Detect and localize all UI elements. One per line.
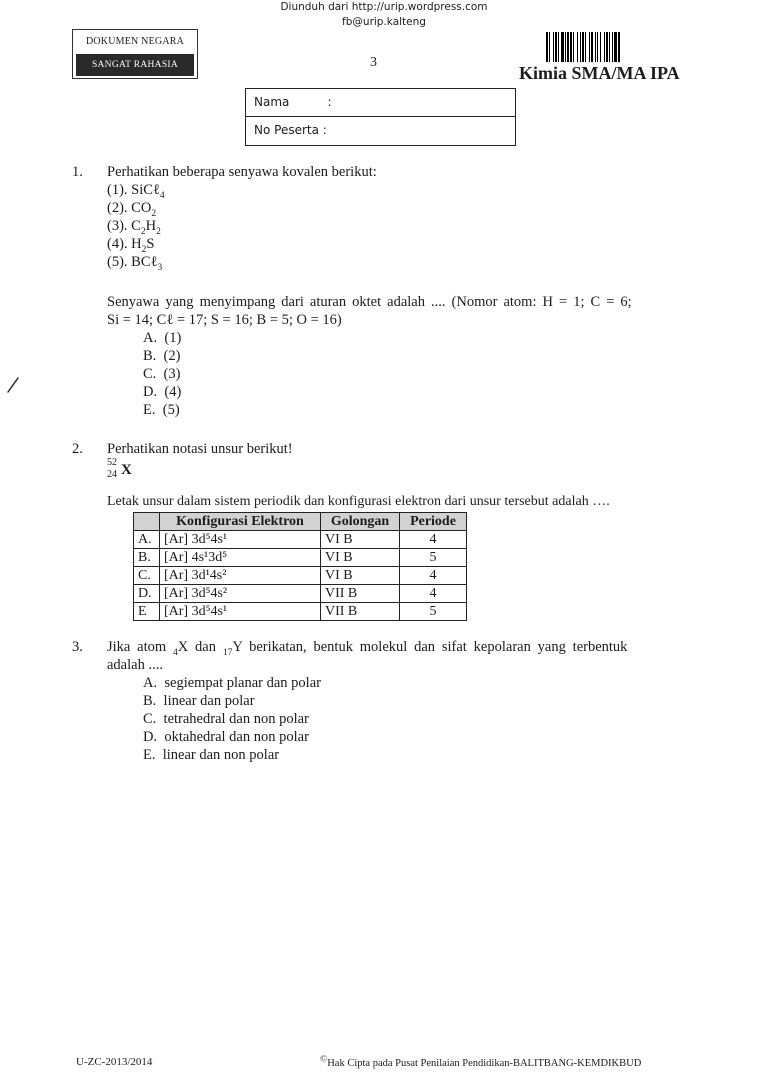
- pen-mark-icon: [6, 376, 20, 394]
- table-row[interactable]: [134, 603, 467, 621]
- classification-top: DOKUMEN NEGARA: [85, 36, 185, 47]
- q3-question-line-2: adalah ....: [107, 657, 163, 673]
- footer-copyright: ©Hak Cipta pada Pusat Penilaian Pendidikan-BALITBANG-KEMDIKBUD: [320, 1054, 642, 1069]
- watermark-line-2: fb@urip.kalteng: [342, 16, 426, 28]
- copyright-icon: ©: [320, 1054, 328, 1065]
- q2-prompt: Perhatikan notasi unsur berikut!: [107, 441, 293, 457]
- row-period: 4: [400, 585, 467, 603]
- table-row[interactable]: [134, 567, 467, 585]
- table-row[interactable]: [134, 549, 467, 567]
- table-row[interactable]: [134, 531, 467, 549]
- row-period: 4: [400, 531, 467, 549]
- q1-question-line-2: Si = 14; Cℓ = 17; S = 16; B = 5; O = 16): [107, 312, 342, 328]
- q1-question-line-1: Senyawa yang menyimpang dari aturan oktet adalah .... (Nomor atom: H = 1; C = 6;: [107, 294, 632, 310]
- row-group: VI B: [321, 567, 400, 585]
- identity-box: [245, 88, 516, 146]
- row-group: VI B: [321, 549, 400, 567]
- q1-number: 1.: [72, 164, 83, 180]
- table-row[interactable]: [134, 585, 467, 603]
- subject-title: Kimia SMA/MA IPA: [519, 63, 680, 83]
- q1-compound-3: (3). $C_2H_2$: [107, 218, 161, 237]
- barcode-image: [546, 32, 682, 62]
- notation-mass-number: 52: [107, 457, 117, 468]
- row-configuration: [Ar] 3d⁵4s¹: [160, 603, 321, 621]
- q3-option-e[interactable]: E. linear dan non polar: [143, 747, 280, 763]
- row-period: 5: [400, 603, 467, 621]
- q3-question-line-1: Jika atom $_4$X dan $_{17}$Y berikatan, bentuk molekul dan sifat kepolaran yang terbentuk: [107, 639, 628, 658]
- q3-option-a[interactable]: A. segiempat planar dan polar: [143, 675, 321, 691]
- row-letter: A.: [134, 531, 160, 549]
- row-letter: D.: [134, 585, 160, 603]
- q1-option-c[interactable]: C. (3): [143, 366, 181, 382]
- table-header-blank: [134, 513, 160, 531]
- q3-number: 3.: [72, 639, 83, 655]
- row-configuration: [Ar] 3d⁵4s²: [160, 585, 321, 603]
- q3-option-c[interactable]: C. tetrahedral dan non polar: [143, 711, 309, 727]
- notation-atomic-number: 24: [107, 469, 117, 480]
- row-group: VI B: [321, 531, 400, 549]
- page-number: 3: [370, 55, 377, 70]
- row-configuration: [Ar] 3d¹4s²: [160, 567, 321, 585]
- row-period: 5: [400, 549, 467, 567]
- classification-box: [72, 29, 198, 79]
- q2-element-notation: [107, 457, 147, 485]
- q1-option-e[interactable]: E. (5): [143, 402, 180, 418]
- q1-compound-1: (1). SiCℓ$_4$: [107, 182, 165, 201]
- q2-options-table: [133, 512, 467, 621]
- q1-compound-2: (2). $CO_2$: [107, 200, 157, 219]
- classification-bottom: SANGAT RAHASIA: [76, 54, 194, 76]
- participant-number-field[interactable]: No Peserta :: [246, 116, 515, 144]
- row-letter: E: [134, 603, 160, 621]
- table-header-configuration: Konfigurasi Elektron: [160, 513, 321, 531]
- q3-option-b[interactable]: B. linear dan polar: [143, 693, 255, 709]
- q1-option-d[interactable]: D. (4): [143, 384, 182, 400]
- row-period: 4: [400, 567, 467, 585]
- row-letter: C.: [134, 567, 160, 585]
- notation-symbol: X: [121, 462, 132, 478]
- table-header-row: [134, 513, 467, 531]
- row-group: VII B: [321, 585, 400, 603]
- q2-question: Letak unsur dalam sistem periodik dan konfigurasi elektron dari unsur tersebut adalah ….: [107, 494, 610, 509]
- q1-option-a[interactable]: A. (1): [143, 330, 182, 346]
- table-header-group: Golongan: [321, 513, 400, 531]
- q2-number: 2.: [72, 441, 83, 457]
- q1-compound-4: (4). $H_2S$: [107, 236, 155, 255]
- row-configuration: [Ar] 3d⁵4s¹: [160, 531, 321, 549]
- name-field[interactable]: Nama :: [254, 95, 332, 109]
- q1-option-b[interactable]: B. (2): [143, 348, 181, 364]
- q1-prompt: Perhatikan beberapa senyawa kovalen berikut:: [107, 164, 377, 180]
- footer-exam-code: U-ZC-2013/2014: [76, 1056, 153, 1068]
- table-header-period: Periode: [400, 513, 467, 531]
- row-letter: B.: [134, 549, 160, 567]
- row-group: VII B: [321, 603, 400, 621]
- row-configuration: [Ar] 4s¹3d⁵: [160, 549, 321, 567]
- q1-compound-5: (5). BCℓ$_3$: [107, 254, 163, 273]
- q3-option-d[interactable]: D. oktahedral dan non polar: [143, 729, 309, 745]
- watermark-line-1: Diunduh dari http://urip.wordpress.com: [280, 1, 488, 13]
